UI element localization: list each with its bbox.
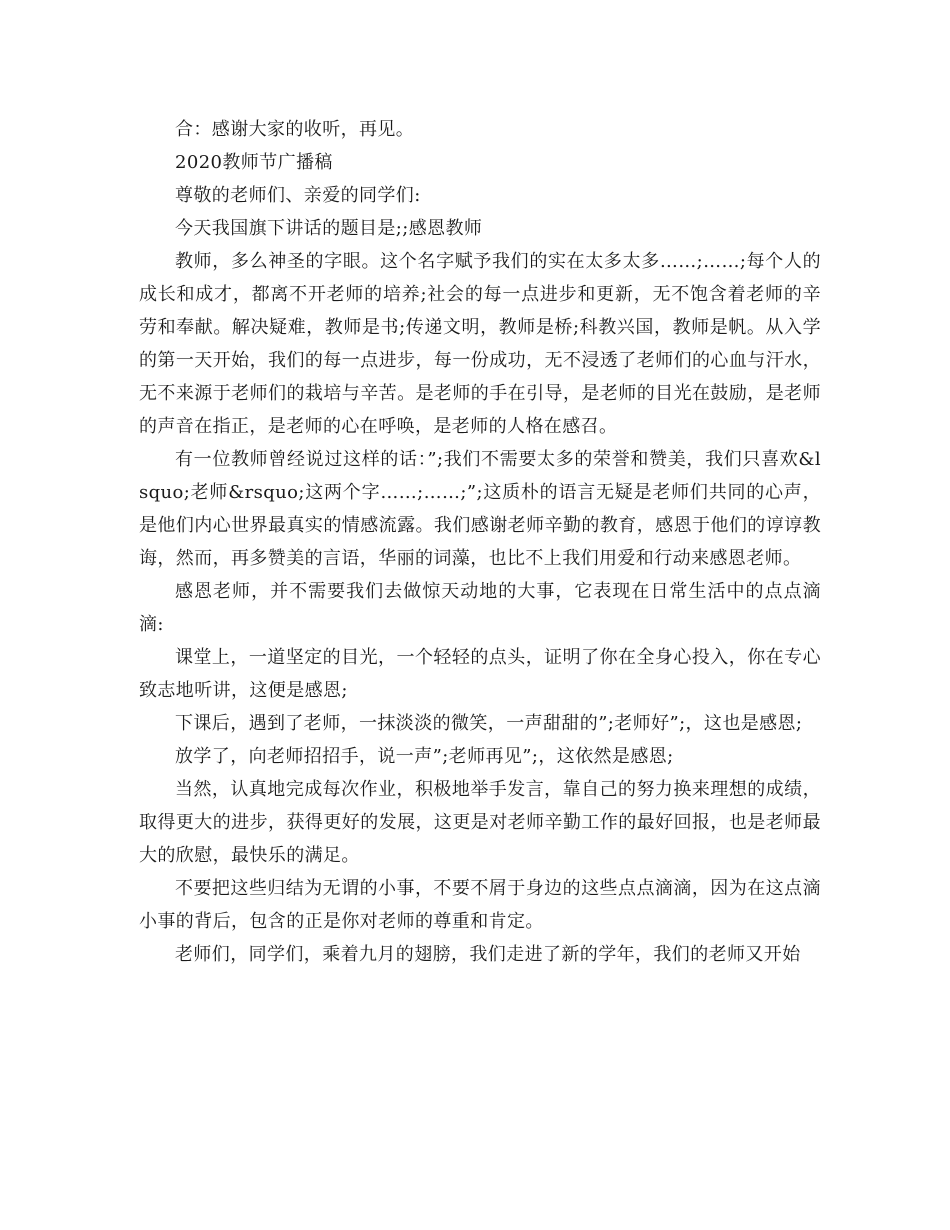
paragraph: 当然，认真地完成每次作业，积极地举手发言，靠自己的努力换来理想的成绩，取得更大的进步，获得更好的发展，这更是对老师辛勤工作的最好回报，也是老师最大的欣慰，最快乐的满足。 bbox=[139, 779, 821, 866]
document-body bbox=[139, 113, 821, 971]
paragraph: 不要把这些归结为无谓的小事，不要不屑于身边的这些点点滴滴，因为在这点滴小事的背后，包含的正是你对老师的尊重和肯定。 bbox=[139, 878, 821, 932]
closing-line: 合：感谢大家的收听，再见。 bbox=[175, 119, 415, 140]
paragraph: 教师，多么神圣的字眼。这个名字赋予我们的实在太多太多……;……;每个人的成长和成才，都离不开老师的培养;社会的每一点进步和更新，无不饱含着老师的辛劳和奉献。解决疑难，教师是书;传递文明，教师是桥;科教兴国，教师是帆。从入学的第一天开始，我们的每一点进步，每一份成功，无不浸透了老师们的心血与汗水，无不来源于老师们的栽培与辛苦。是老师的手在引导，是老师的目光在鼓励，是老师的声音在指正，是老师的心在呼唤，是老师的人格在感召。 bbox=[139, 251, 821, 437]
document-title: 2020教师节广播稿 bbox=[175, 152, 333, 173]
paragraph: 课堂上，一道坚定的目光，一个轻轻的点头，证明了你在全身心投入，你在专心致志地听讲，这便是感恩; bbox=[139, 647, 821, 701]
paragraph: 下课后，遇到了老师，一抹淡淡的微笑，一声甜甜的”;老师好”;，这也是感恩; bbox=[175, 713, 803, 734]
paragraph: 老师们，同学们，乘着九月的翅膀，我们走进了新的学年，我们的老师又开始 bbox=[175, 944, 801, 965]
speech-topic: 今天我国旗下讲话的题目是;;感恩教师 bbox=[175, 218, 483, 239]
paragraph: 放学了，向老师招招手，说一声”;老师再见”;，这依然是感恩; bbox=[175, 746, 674, 767]
paragraph: 感恩老师，并不需要我们去做惊天动地的大事，它表现在日常生活中的点点滴滴: bbox=[139, 581, 821, 635]
salutation: 尊敬的老师们、亲爱的同学们: bbox=[175, 185, 421, 206]
paragraph: 有一位教师曾经说过这样的话：”;我们不需要太多的荣誉和赞美，我们只喜欢&lsquo;老师&rsquo;这两个字……;……;”;这质朴的语言无疑是老师们共同的心声，是他们内心世界最真实的情感流露。我们感谢老师辛勤的教育，感恩于他们的谆谆教诲，然而，再多赞美的言语，华丽的词藻，也比不上我们用爱和行动来感恩老师。 bbox=[139, 449, 821, 569]
